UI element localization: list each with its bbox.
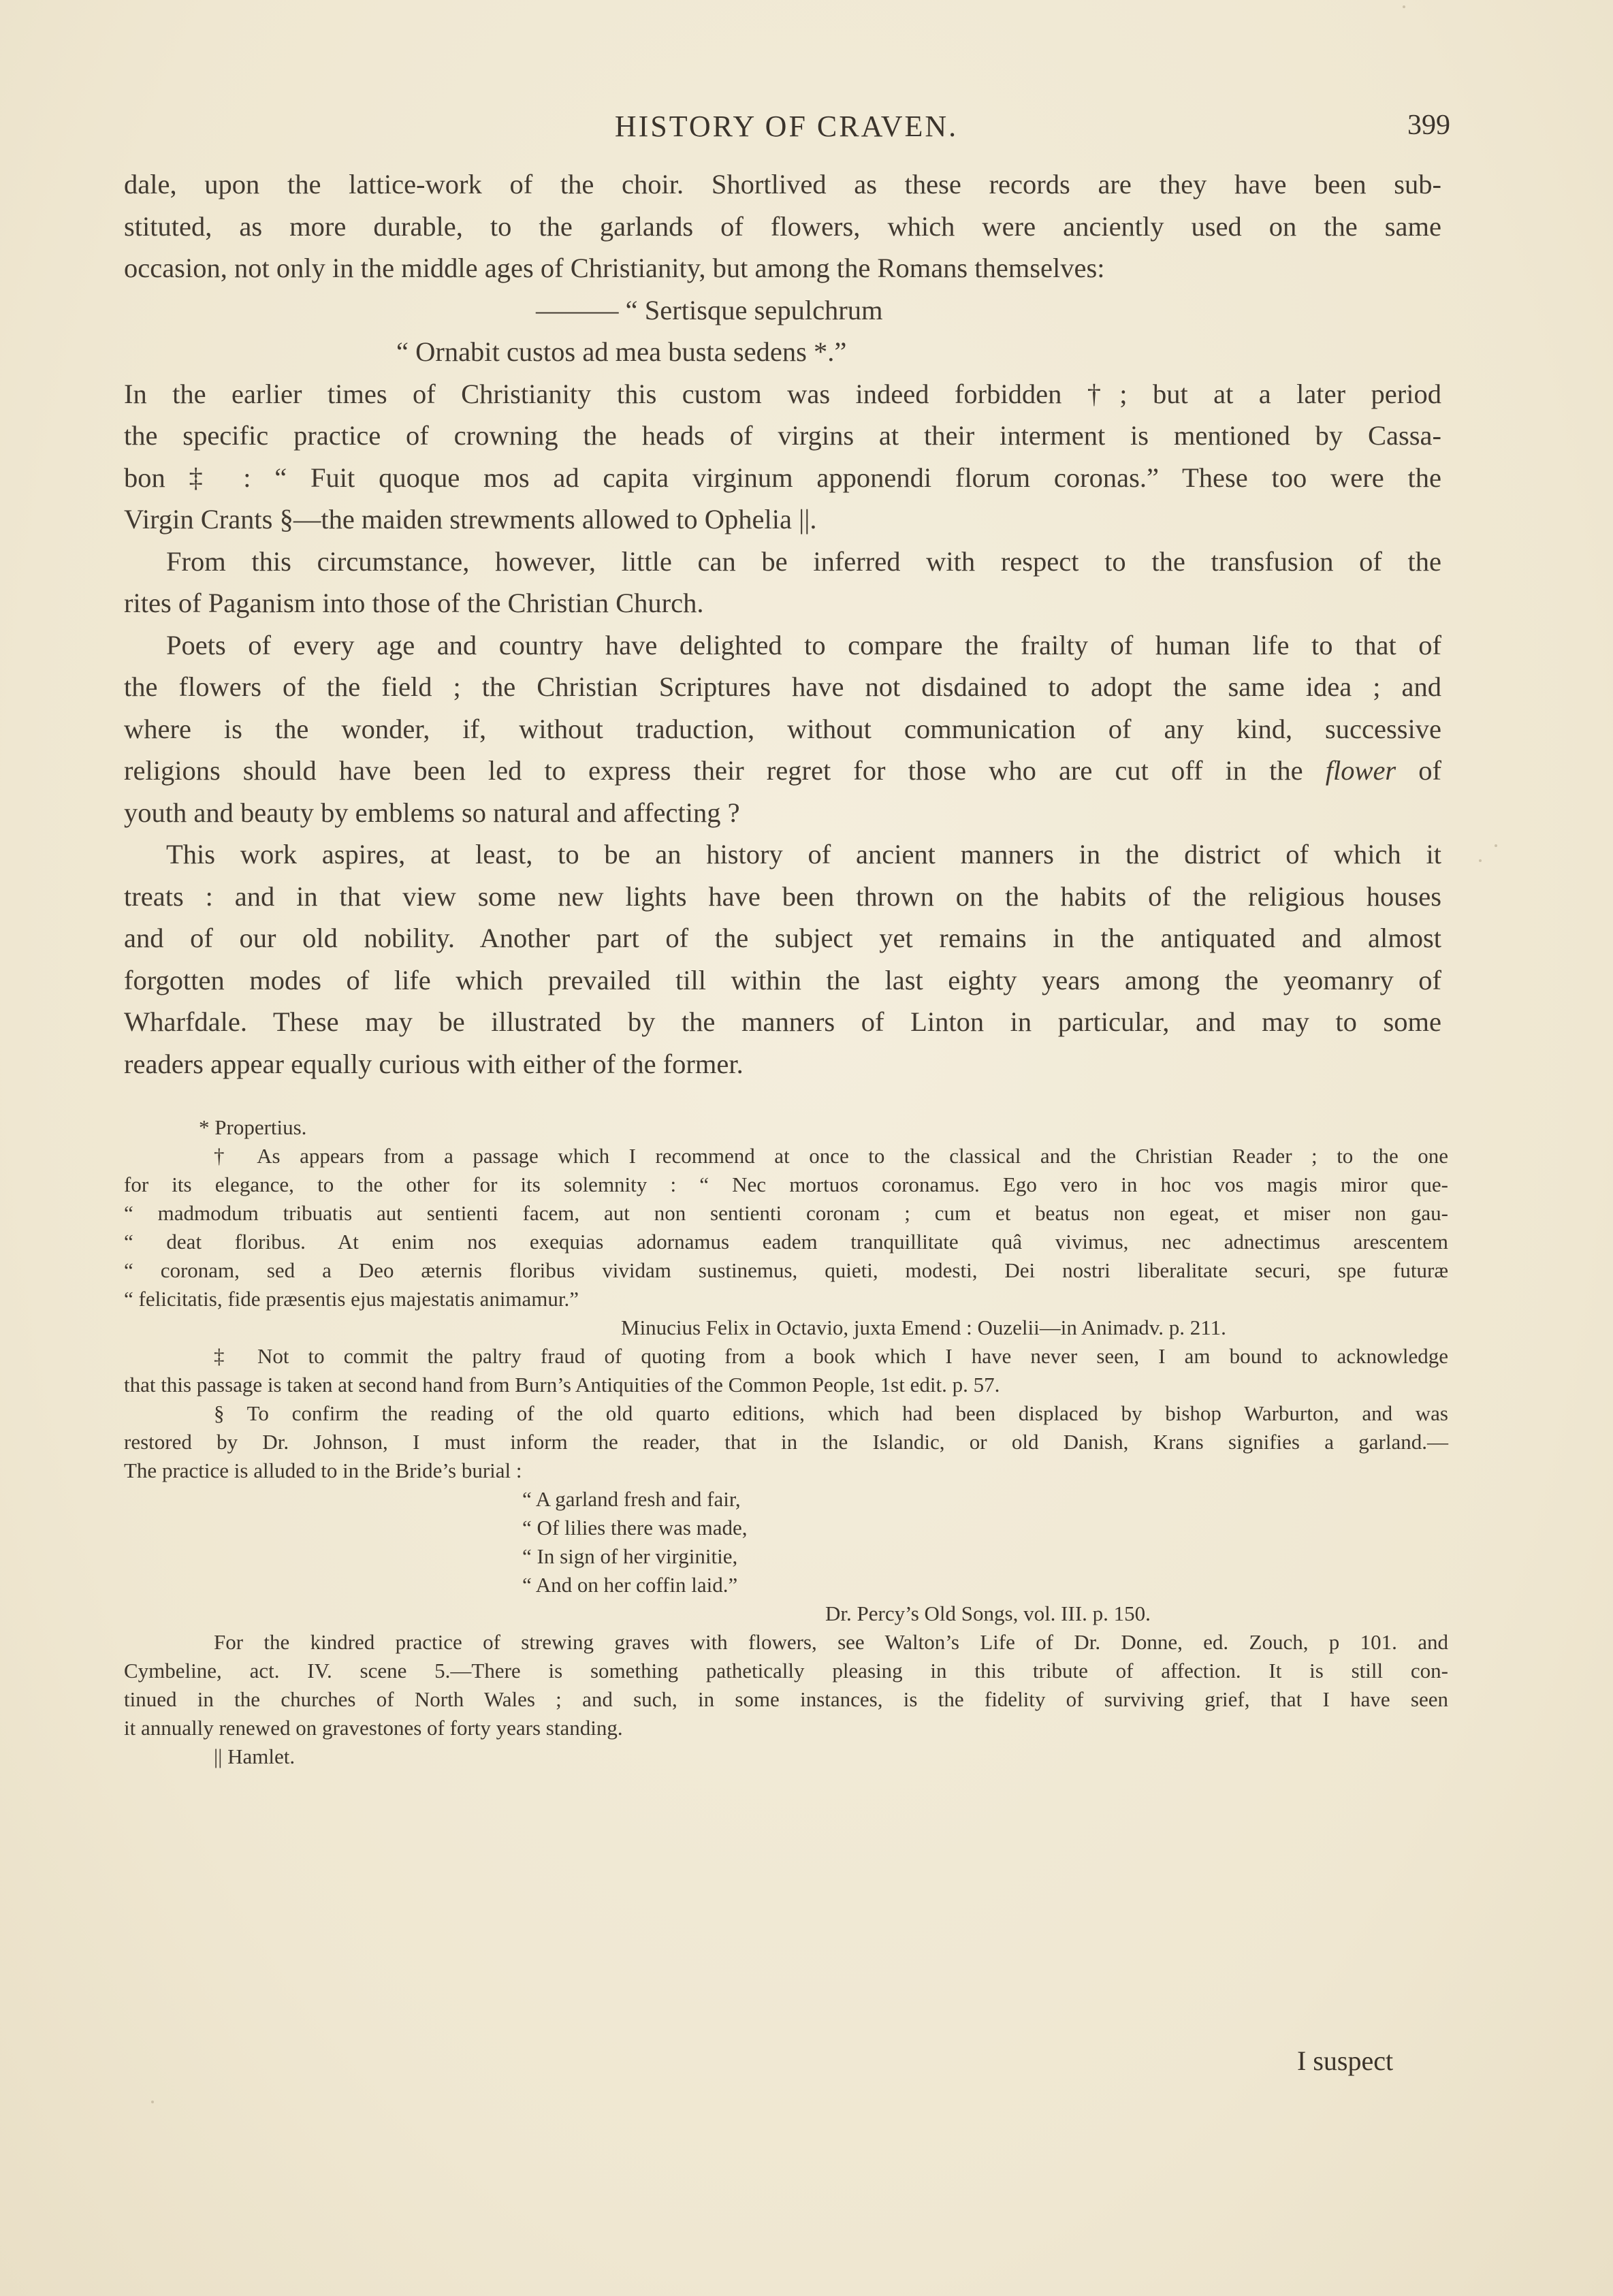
- footnote-line: Cymbeline, act. IV. scene 5.—There is something pathetically pleasing in this tribute of affection. It is still con-: [124, 1659, 1448, 1683]
- footnotes: [124, 1113, 1448, 1771]
- text-line: Wharfdale. These may be illustrated by the manners of Linton in particular, and may to some: [124, 1006, 1441, 1037]
- footnote-line: § To confirm the reading of the old quarto editions, which had been displaced by bishop Warburton, and was: [214, 1401, 1448, 1425]
- text-line: In the earlier times of Christianity this custom was indeed forbidden †; but at a later period: [124, 378, 1441, 409]
- footnote-line: it annually renewed on gravestones of forty years standing.: [124, 1716, 623, 1740]
- footnote-line: “ coronam, sed a Deo æternis floribus vividam sustinemus, quieti, modesti, Dei nostri liberalitate securi, spe futuræ: [124, 1258, 1448, 1282]
- text-line: stituted, as more durable, to the garlands of flowers, which were anciently used on the same: [124, 210, 1441, 242]
- footnote-line: restored by Dr. Johnson, I must inform the reader, that in the Islandic, or old Danish, Krans signifies a garland.—: [124, 1430, 1448, 1454]
- verse-quote-line: “ Ornabit custos ad mea busta sedens *.”: [396, 336, 847, 367]
- footnote-citation: Dr. Percy’s Old Songs, vol. III. p. 150.: [825, 1601, 1151, 1625]
- footnote-verse-line: “ A garland fresh and fair,: [522, 1487, 741, 1511]
- footnote-line: The practice is alluded to in the Bride’s burial :: [124, 1458, 522, 1482]
- footnote-line: for its elegance, to the other for its solemnity : “ Nec mortuos coronamus. Ego vero in hoc vos magis miror que-: [124, 1173, 1448, 1196]
- text-line: where is the wonder, if, without traduction, without communication of any kind, successive: [124, 713, 1441, 744]
- paper-speck: [1495, 844, 1497, 847]
- footnote-verse-line: “ Of lilies there was made,: [522, 1516, 748, 1540]
- paper-speck: [1403, 5, 1405, 8]
- running-title: HISTORY OF CRAVEN.: [614, 110, 959, 143]
- text-line: youth and beauty by emblems so natural and affecting ?: [124, 797, 740, 828]
- paper-speck: [151, 2101, 154, 2103]
- paper-speck: [1479, 859, 1482, 862]
- footnote-verse-line: “ In sign of her virginitie,: [522, 1544, 738, 1568]
- text-line: Virgin Crants §—the maiden strewments allowed to Ophelia ||.: [124, 504, 817, 535]
- footnote-line: “ deat floribus. At enim nos exequias adornamus eadem tranquillitate quâ vivimus, nec adnectimus arescentem: [124, 1230, 1448, 1254]
- text-line: the specific practice of crowning the heads of virgins at their interment is mentioned by Cassa-: [124, 420, 1441, 451]
- footnote-line: tinued in the churches of North Wales ; and such, in some instances, is the fidelity of surviving grief, that I have seen: [124, 1687, 1448, 1711]
- text-line: forgotten modes of life which prevailed till within the last eighty years among the yeomanry of: [124, 964, 1441, 995]
- main-text: [124, 163, 1441, 1085]
- italic-word: flower: [1325, 755, 1396, 786]
- verse-quote-line: ——— “ Sertisque sepulchrum: [536, 294, 883, 325]
- text-line: Poets of every age and country have delighted to compare the frailty of human life to that of: [166, 629, 1441, 660]
- footnote-line: * Propertius.: [199, 1115, 307, 1139]
- page-header: [123, 109, 1450, 150]
- text-line-with-italic: [124, 750, 1441, 792]
- text-line: readers appear equally curious with either of the former.: [124, 1048, 744, 1079]
- footnote-line: that this passage is taken at second hand from Burn’s Antiquities of the Common People, 1st edit. p. 57.: [124, 1373, 1000, 1397]
- text-line: the flowers of the field ; the Christian Scriptures have not disdained to adopt the same idea ; and: [124, 671, 1441, 702]
- catchword: I suspect: [1297, 2045, 1394, 2076]
- text-line: bon ‡ : “ Fuit quoque mos ad capita virginum apponendi florum coronas.” These too were the: [124, 462, 1441, 493]
- footnote-line: “ madmodum tribuatis aut sentienti facem, aut non sentienti coronam ; cum et beatus non egeat, et miser non gau-: [124, 1201, 1448, 1225]
- footnote-line: “ felicitatis, fide præsentis ejus majestatis animamur.”: [124, 1287, 579, 1311]
- footnote-verse-line: “ And on her coffin laid.”: [522, 1573, 738, 1597]
- text-line: dale, upon the lattice-work of the choir. Shortlived as these records are they have been sub-: [124, 169, 1441, 200]
- footnote-line: † As appears from a passage which I recommend at once to the classical and the Christian Reader ; to the one: [214, 1144, 1448, 1168]
- footnote-citation: Minucius Felix in Octavio, juxta Emend : Ouzelii—in Animadv. p. 211.: [621, 1316, 1226, 1339]
- footnote-line: For the kindred practice of strewing graves with flowers, see Walton’s Life of Dr. Donne, ed. Zouch, p 101. and: [214, 1630, 1448, 1654]
- footnote-line: ‡ Not to commit the paltry fraud of quoting from a book which I have never seen, I am bound to acknowledge: [214, 1344, 1448, 1368]
- text-line: From this circumstance, however, little can be inferred with respect to the transfusion of the: [166, 545, 1441, 577]
- footnote-line: || Hamlet.: [214, 1744, 296, 1768]
- text-line: rites of Paganism into those of the Christian Church.: [124, 588, 704, 618]
- text-segment: religions should have been led to express their regret for those who are cut off in the: [124, 755, 1303, 786]
- text-line: treats : and in that view some new lights have been thrown on the habits of the religious houses: [124, 880, 1441, 912]
- page-number: 399: [1407, 110, 1450, 141]
- text-line: occasion, not only in the middle ages of Christianity, but among the Romans themselves:: [124, 253, 1105, 283]
- text-line: and of our old nobility. Another part of the subject yet remains in the antiquated and almost: [124, 923, 1441, 953]
- text-line: This work aspires, at least, to be an history of ancient manners in the district of which it: [166, 839, 1441, 870]
- text-segment: of: [1418, 755, 1442, 786]
